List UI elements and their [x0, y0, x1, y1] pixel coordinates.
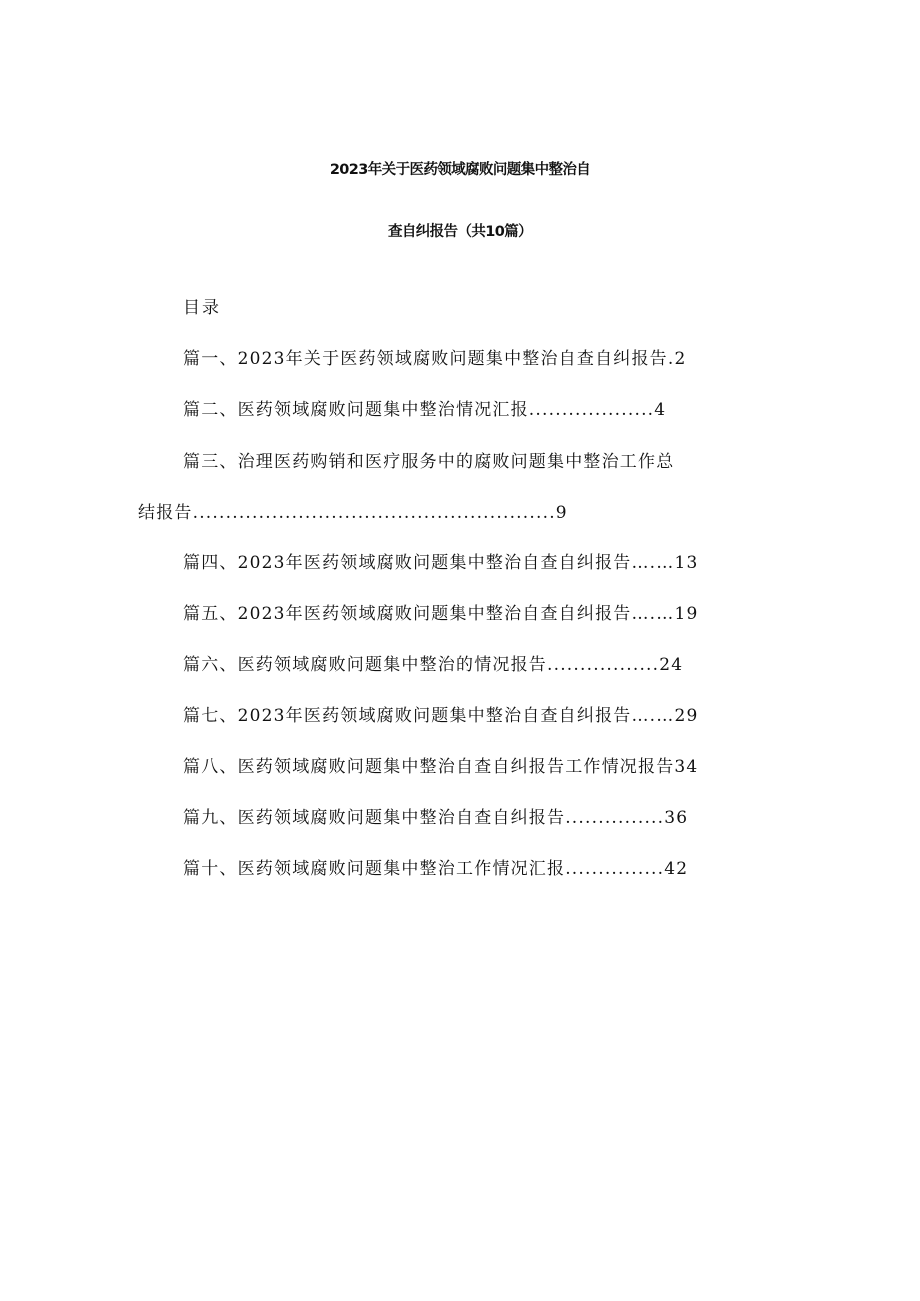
- toc-heading: 目录: [183, 298, 221, 318]
- document-title-line-1: 2023年关于医药领域腐败问题集中整治自: [329, 162, 591, 178]
- toc-entry-5[interactable]: 篇五、2023年医药领域腐败问题集中整治自查自纠报告….…19: [183, 604, 699, 624]
- document-title-line-2: 查自纠报告（共10篇）: [387, 224, 533, 240]
- toc-entry-6[interactable]: 篇六、医药领域腐败问题集中整治的情况报告.................24: [183, 655, 684, 675]
- toc-entry-4[interactable]: 篇四、2023年医药领域腐败问题集中整治自查自纠报告….…13: [183, 553, 699, 573]
- toc-entry-7[interactable]: 篇七、2023年医药领域腐败问题集中整治自查自纠报告….…29: [183, 706, 699, 726]
- toc-entry-3[interactable]: 篇三、治理医药购销和医疗服务中的腐败问题集中整治工作总: [183, 452, 675, 472]
- toc-entry-10[interactable]: 篇十、医药领域腐败问题集中整治工作情况汇报...............42: [183, 859, 689, 879]
- toc-entry-9[interactable]: 篇九、医药领域腐败问题集中整治自查自纠报告...............36: [183, 808, 689, 828]
- toc-entry-8[interactable]: 篇八、医药领域腐败问题集中整治自查自纠报告工作情况报告34: [183, 757, 699, 777]
- toc-entry-2[interactable]: 篇二、医药领域腐败问题集中整治情况汇报...................4: [183, 400, 667, 420]
- toc-entry-1[interactable]: 篇一、2023年关于医药领域腐败问题集中整治自查自纠报告.2: [183, 349, 687, 369]
- toc-entry-3-continued[interactable]: 结报告.......................................................9: [138, 503, 568, 523]
